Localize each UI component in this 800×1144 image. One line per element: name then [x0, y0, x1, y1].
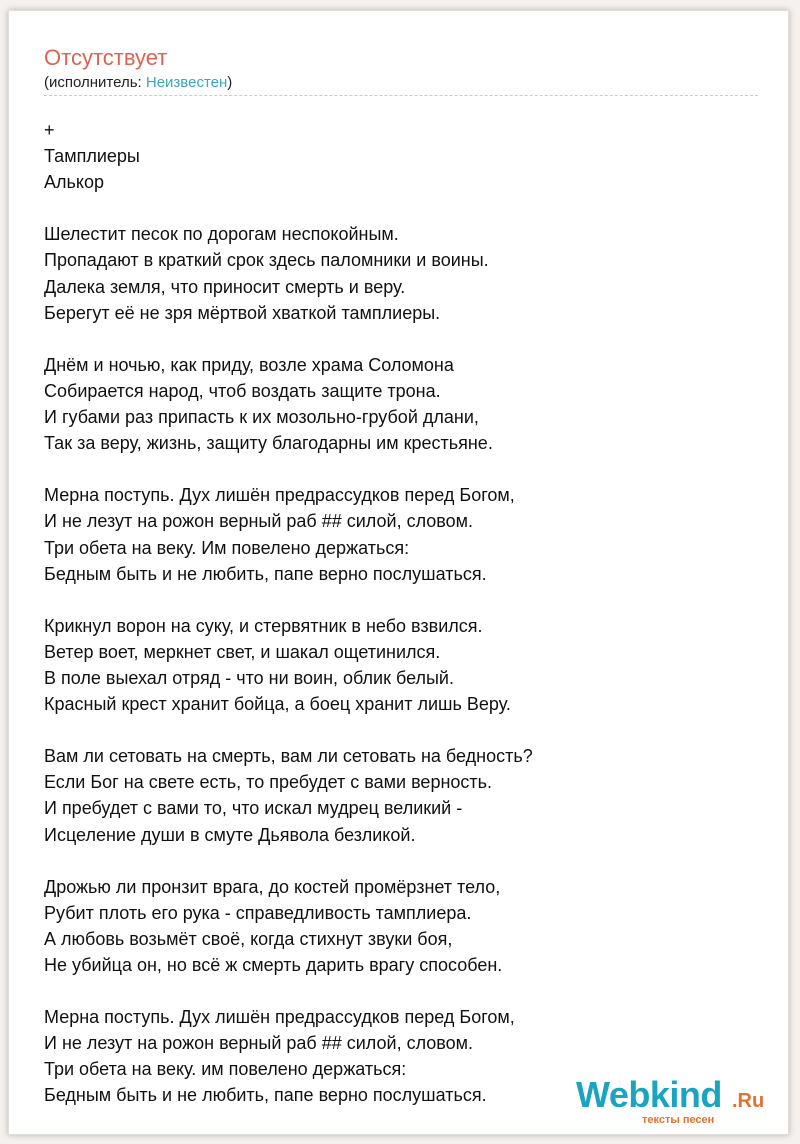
stanza-gap [44, 456, 764, 482]
lyric-line: Вам ли сетовать на смерть, вам ли сетовать на бедность? [44, 746, 533, 767]
logo-brand: Webkind [576, 1074, 722, 1115]
lyrics-page [8, 10, 789, 1135]
lyric-line: Дрожью ли пронзит врага, до костей промёрзнет тело, [44, 876, 501, 897]
logo-tagline: тексты песен [642, 1114, 715, 1126]
song-title: Отсутствует [44, 45, 168, 70]
lyric-line: Тамплиеры [44, 146, 140, 167]
stanza-gap [44, 195, 764, 221]
lyric-line: Днём и ночью, как приду, возле храма Соломона [44, 354, 454, 375]
stanza-gap [44, 848, 764, 874]
performer-line [44, 74, 232, 91]
site-logo[interactable] [576, 1074, 776, 1124]
lyric-line: + [44, 120, 55, 140]
lyric-line: В поле выехал отряд - что ни воин, облик белый. [44, 667, 454, 688]
performer-label-close: ) [227, 74, 233, 91]
lyrics-text [44, 117, 764, 1109]
lyric-line: Пропадают в краткий срок здесь паломники и воины. [44, 250, 489, 271]
lyric-line: Исцеление души в смуте Дьявола безликой. [44, 824, 416, 845]
lyric-line: Крикнул ворон на суку, и стервятник в небо взвился. [44, 615, 483, 636]
lyric-line: Алькор [44, 172, 104, 193]
lyric-line: И не лезут на рожон верный раб ## силой, словом. [44, 511, 474, 532]
lyric-line: Три обета на веку. Им повелено держаться: [44, 537, 410, 558]
lyric-line: Бедным быть и не любить, папе верно послушаться. [44, 563, 487, 584]
logo-tld: .Ru [732, 1090, 765, 1112]
lyric-line: Три обета на веку. им повелено держаться: [44, 1059, 407, 1080]
stanza-gap [44, 587, 764, 613]
lyric-line: А любовь возьмёт своё, когда стихнут звуки боя, [44, 928, 453, 949]
stanza-gap [44, 717, 764, 743]
lyric-line: Бедным быть и не любить, папе верно послушаться. [44, 1085, 487, 1106]
lyric-line: Собирается народ, чтоб воздать защите трона. [44, 380, 441, 401]
performer-link[interactable]: Неизвестен [145, 74, 228, 91]
lyric-line: Так за веру, жизнь, защиту благодарны им крестьяне. [44, 433, 493, 454]
lyric-line: Шелестит песок по дорогам неспокойным. [44, 224, 399, 245]
lyric-line: Если Бог на свете есть, то пребудет с вами верность. [44, 772, 493, 793]
performer-label-open: (исполнитель: [44, 74, 146, 91]
lyric-line: Мерна поступь. Дух лишён предрассудков перед Богом, [44, 1007, 515, 1028]
lyric-line: Красный крест хранит бойца, а боец хранит лишь Веру. [44, 694, 511, 715]
lyric-line: Ветер воет, меркнет свет, и шакал ощетинился. [44, 641, 441, 662]
stanza-gap [44, 326, 764, 352]
lyric-line: И пребудет с вами то, что искал мудрец великий - [44, 798, 463, 819]
header-divider [44, 95, 758, 96]
lyric-line: И губами раз припасть к их мозольно-грубой длани, [44, 407, 479, 428]
lyric-line: Далека земля, что приносит смерть и веру. [44, 276, 406, 297]
stanza-gap [44, 978, 764, 1004]
lyric-line: Мерна поступь. Дух лишён предрассудков перед Богом, [44, 485, 515, 506]
lyric-line: Не убийца он, но всё ж смерть дарить врагу способен. [44, 955, 503, 975]
lyric-line: И не лезут на рожон верный раб ## силой, словом. [44, 1033, 474, 1054]
lyric-line: Берегут её не зря мёртвой хваткой тамплиеры. [44, 302, 441, 323]
lyric-line: Рубит плоть его рука - справедливость тамплиера. [44, 902, 472, 923]
